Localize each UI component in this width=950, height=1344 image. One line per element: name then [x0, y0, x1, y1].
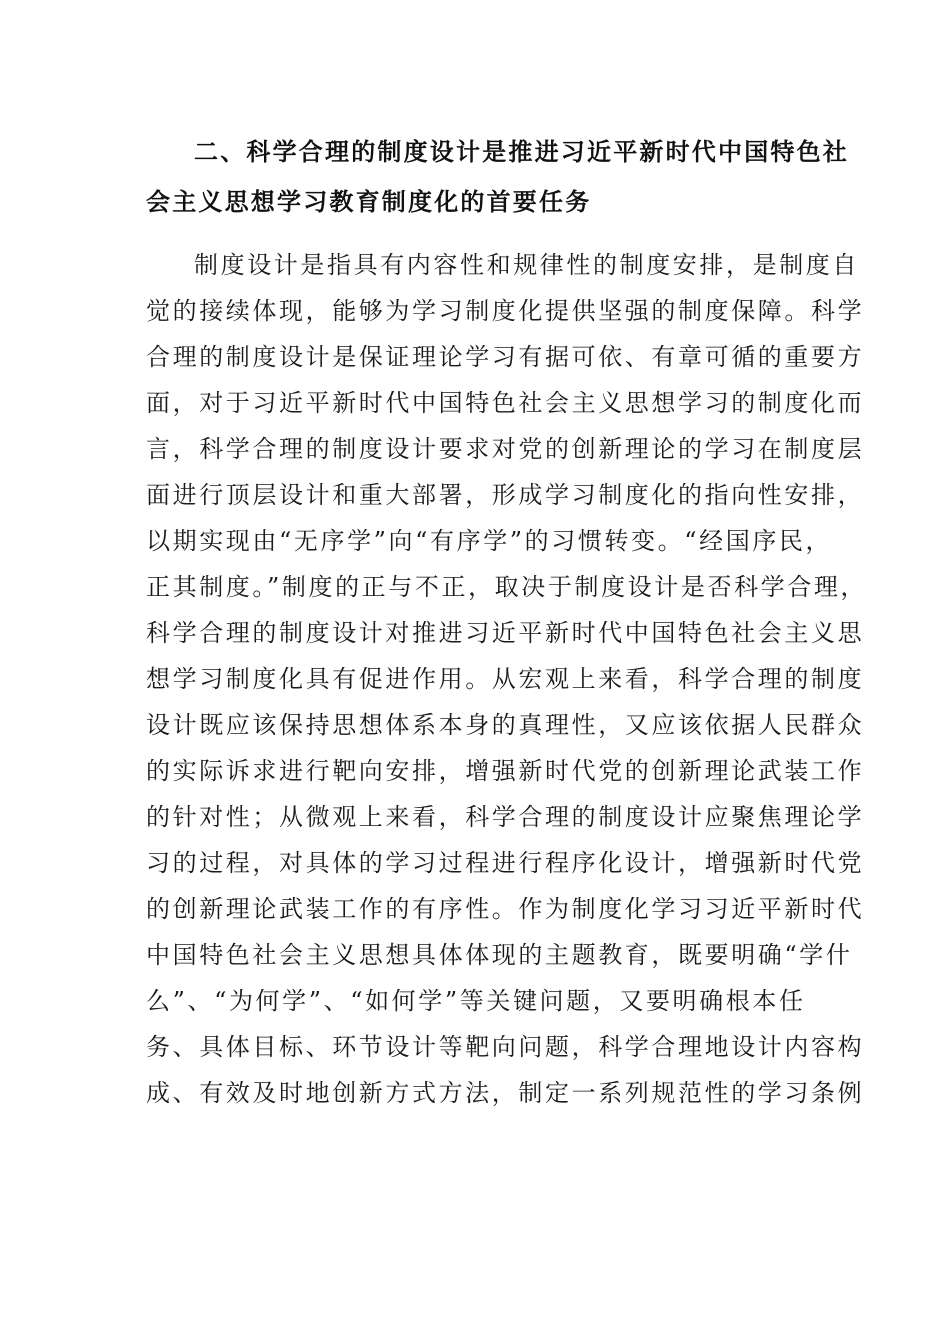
body-line-5: 言，科学合理的制度设计要求对党的创新理论的学习在制度层 — [146, 435, 865, 463]
body-line-15: 的创新理论武装工作的有序性。作为制度化学习习近平新时代 — [146, 895, 865, 923]
body-line-4: 面，对于习近平新时代中国特色社会主义思想学习的制度化而 — [146, 389, 865, 417]
body-line-9: 科学合理的制度设计对推进习近平新时代中国特色社会主义思 — [146, 619, 865, 647]
body-line-3: 合理的制度设计是保证理论学习有据可依、有章可循的重要方 — [146, 343, 865, 371]
body-line-7: 以期实现由“无序学”向“有序学”的习惯转变。“经国序民， — [146, 527, 833, 555]
body-line-2: 觉的接续体现，能够为学习制度化提供坚强的制度保障。科学 — [146, 297, 865, 325]
body-line-13: 的针对性；从微观上来看，科学合理的制度设计应聚焦理论学 — [146, 803, 865, 831]
body-line-18: 务、具体目标、环节设计等靶向问题，科学合理地设计内容构 — [146, 1033, 865, 1061]
body-line-1: 制度设计是指具有内容性和规律性的制度安排，是制度自 — [194, 251, 859, 279]
section-heading-line-2: 会主义思想学习教育制度化的首要任务 — [146, 187, 592, 216]
body-line-8: 正其制度。”制度的正与不正，取决于制度设计是否科学合理， — [146, 573, 868, 601]
body-line-17: 么”、“为何学”、“如何学”等关键问题，又要明确根本任 — [146, 987, 806, 1015]
body-line-16: 中国特色社会主义思想具体体现的主题教育，既要明确“学什 — [146, 941, 853, 969]
body-line-14: 习的过程，对具体的学习过程进行程序化设计，增强新时代党 — [146, 849, 865, 877]
body-line-10: 想学习制度化具有促进作用。从宏观上来看，科学合理的制度 — [146, 665, 865, 693]
body-line-11: 设计既应该保持思想体系本身的真理性，又应该依据人民群众 — [146, 711, 865, 739]
body-line-12: 的实际诉求进行靶向安排，增强新时代党的创新理论武装工作 — [146, 757, 865, 785]
section-heading-line-1: 二、科学合理的制度设计是推进习近平新时代中国特色社 — [194, 137, 849, 166]
body-line-19: 成、有效及时地创新方式方法，制定一系列规范性的学习条例 — [146, 1079, 865, 1107]
body-line-6: 面进行顶层设计和重大部署，形成学习制度化的指向性安排， — [146, 481, 865, 509]
